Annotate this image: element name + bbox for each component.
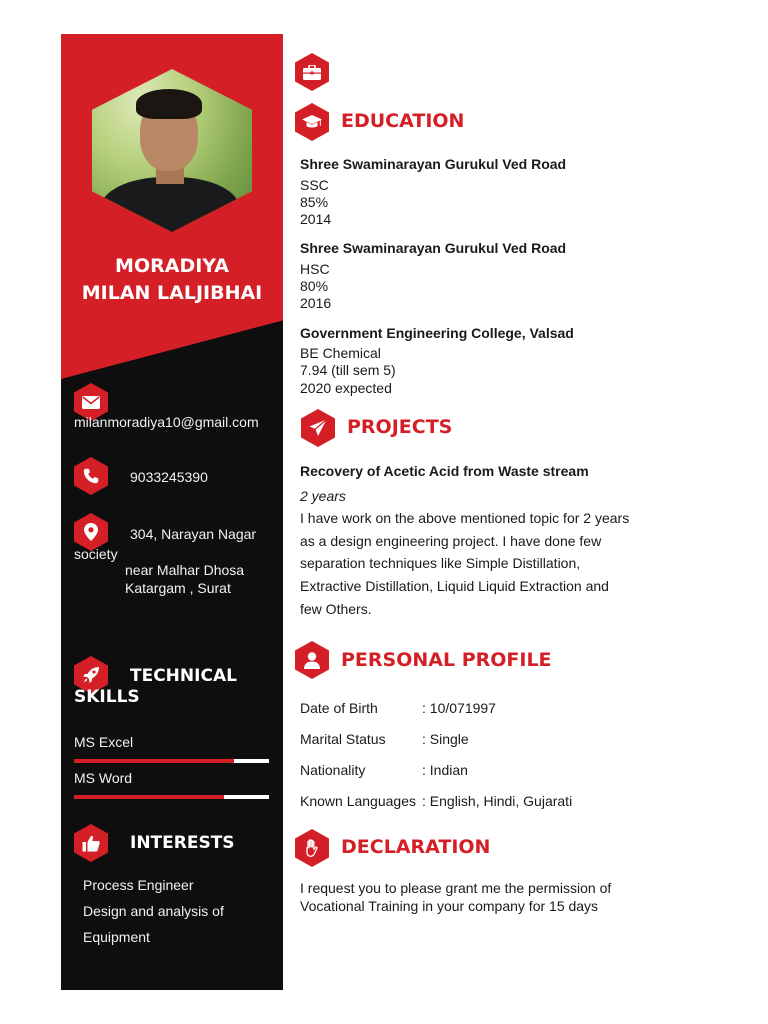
- project-description: [300, 507, 645, 621]
- education-year: 2014: [300, 211, 332, 227]
- project-description-line: as a design engineering project. I have done few: [300, 532, 602, 549]
- project-description-line: few Others.: [300, 600, 372, 617]
- profile-label: Marital Status: [300, 731, 386, 747]
- briefcase-icon: [295, 53, 329, 91]
- skills-heading-line-2: SKILLS: [74, 687, 140, 707]
- profile-label: Date of Birth: [300, 700, 378, 716]
- project-description-line: separation techniques like Simple Distillation,: [300, 555, 581, 572]
- contact-email[interactable]: milanmoradiya10@gmail.com: [74, 414, 259, 430]
- skill-name: MS Word: [74, 770, 133, 786]
- education-institution: Shree Swaminarayan Gurukul Ved Road: [300, 240, 567, 256]
- graduation-cap-icon: [295, 103, 329, 141]
- project-name: Recovery of Acetic Acid from Waste stream: [300, 463, 589, 479]
- address-line-2: society: [74, 546, 118, 562]
- declaration-title: DECLARATION: [341, 836, 491, 858]
- name-line-1: MORADIYA: [115, 255, 229, 277]
- address-line-1: 304, Narayan Nagar: [130, 526, 257, 542]
- profile-value: : Single: [422, 731, 469, 747]
- education-year: 2020 expected: [300, 380, 392, 396]
- education-score: 80%: [300, 278, 329, 294]
- education-title: EDUCATION: [341, 110, 465, 132]
- interest-item: Process Engineer: [83, 877, 194, 893]
- profile-value: : English, Hindi, Gujarati: [422, 793, 573, 809]
- interests-heading: INTERESTS: [130, 833, 235, 853]
- education-score: 85%: [300, 194, 329, 210]
- education-institution: Shree Swaminarayan Gurukul Ved Road: [300, 156, 567, 172]
- education-institution: Government Engineering College, Valsad: [300, 325, 574, 341]
- skill-name: MS Excel: [74, 734, 134, 750]
- user-icon: [295, 641, 329, 679]
- skills-heading-line-1: TECHNICAL: [130, 666, 237, 686]
- education-course: HSC: [300, 261, 330, 277]
- interest-item: Design and analysis of: [83, 903, 224, 919]
- projects-title: PROJECTS: [347, 416, 453, 438]
- profile-value: : 10/071997: [422, 700, 496, 716]
- address-line-3: near Malhar Dhosa: [125, 562, 245, 578]
- hand-icon: [295, 829, 329, 867]
- profile-value: : Indian: [422, 762, 468, 778]
- interest-item: Equipment: [83, 929, 150, 945]
- address-line-4: Katargam , Surat: [125, 580, 231, 596]
- project-description-line: I have work on the above mentioned topic for 2 years: [300, 510, 630, 526]
- education-score: 7.94 (till sem 5): [300, 362, 396, 378]
- profile-label: Nationality: [300, 762, 366, 778]
- contact-phone[interactable]: 9033245390: [130, 469, 208, 485]
- profile-label: Known Languages: [300, 793, 416, 809]
- project-description-line: Extractive Distillation, Liquid Liquid Extraction and: [300, 578, 609, 595]
- name-line-2: MILAN LALJIBHAI: [81, 282, 263, 304]
- education-course: SSC: [300, 177, 329, 193]
- declaration-text-line: Vocational Training in your company for 15 days: [300, 898, 599, 914]
- education-course: BE Chemical: [300, 345, 381, 361]
- education-year: 2016: [300, 295, 332, 311]
- paper-plane-icon: [301, 409, 335, 447]
- project-duration: 2 years: [300, 488, 346, 504]
- personal-title: PERSONAL PROFILE: [341, 649, 552, 671]
- declaration-text-line: I request you to please grant me the permission of: [300, 880, 612, 896]
